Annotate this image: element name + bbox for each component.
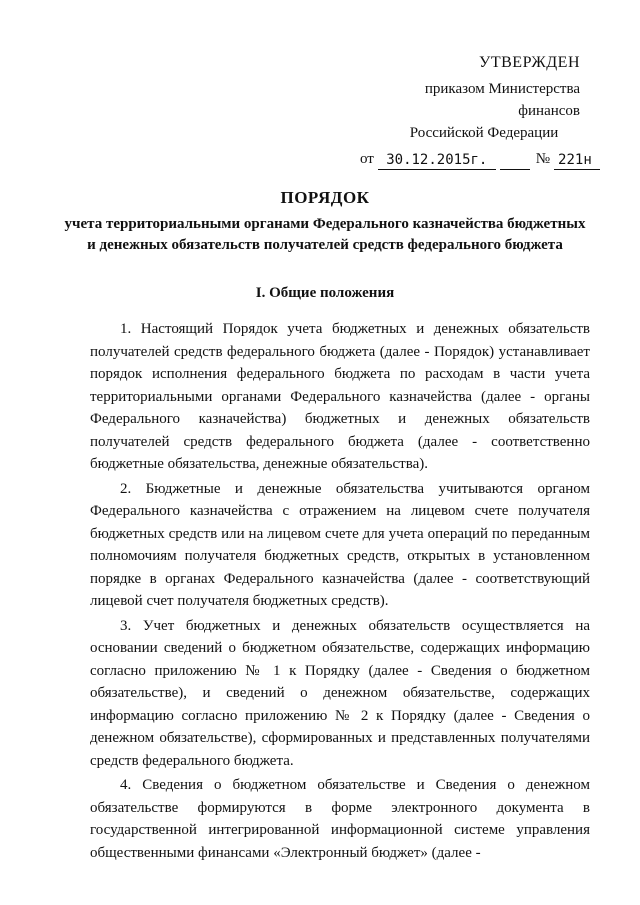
approval-title: УТВЕРЖДЕН (479, 54, 580, 71)
underline-gap (500, 151, 530, 170)
document-title: ПОРЯДОК (280, 188, 370, 207)
number-label: № (535, 151, 551, 167)
approval-number: 221н (554, 151, 600, 170)
approval-order-line: приказом Министерства финансов (424, 81, 580, 119)
approval-stamp (360, 54, 600, 170)
approval-date: 30.12.2015г. (378, 151, 496, 170)
approval-date-row (360, 148, 600, 170)
document-subtitle: учета территориальными органами Федерального казначейства бюджетных и денежных обязательств получателей средств федерального бюджета (64, 216, 586, 253)
paragraph: 4. Сведения о бюджетном обязательстве и Сведения о денежном обязательстве формируются в форме электронного документа в государственной интегрированной информационной системе управления общественными финансами «Электронный бюджет» (далее - (90, 777, 590, 861)
paragraph: 2. Бюджетные и денежные обязательства учитываются органом Федерального казначейства с отражением на лицевом счете получателя бюджетных средств или на лицевом счете для учета операций по переданным полномочиям получателя бюджетных средств, открытых в установленном порядке в органах Федерального казначейства (далее - соответствующий лицевой счет получателя бюджетных средств). (90, 480, 590, 609)
section-title: I. Общие положения (255, 285, 395, 301)
from-label: от (360, 151, 374, 167)
approval-ministry-line: Российской Федерации (409, 125, 559, 141)
document-body (90, 318, 590, 866)
document-heading (60, 188, 590, 256)
paragraph: 1. Настоящий Порядок учета бюджетных и денежных обязательств получателей средств федерального бюджета (далее - Порядок) устанавливает порядок исполнения федерального бюджета по расходам в части учета территориальными органами Федерального казначейства (далее - органы Федерального казначейства) бюджетных и денежных обязательств получателей средств федерального бюджета (далее - соответственно бюджетные обязательства, денежные обязательства). (90, 321, 590, 472)
paragraph: 3. Учет бюджетных и денежных обязательств осуществляется на основании сведений о бюджетном обязательстве, содержащих информацию согласно приложению № 1 к Порядку (далее - Сведения о бюджетном обязательстве), и сведений о денежном обязательстве, содержащих информацию согласно приложению № 2 к Порядку (далее - Сведения о денежном обязательстве), сформированных и представленных получателями средств федерального бюджета. (90, 617, 590, 769)
